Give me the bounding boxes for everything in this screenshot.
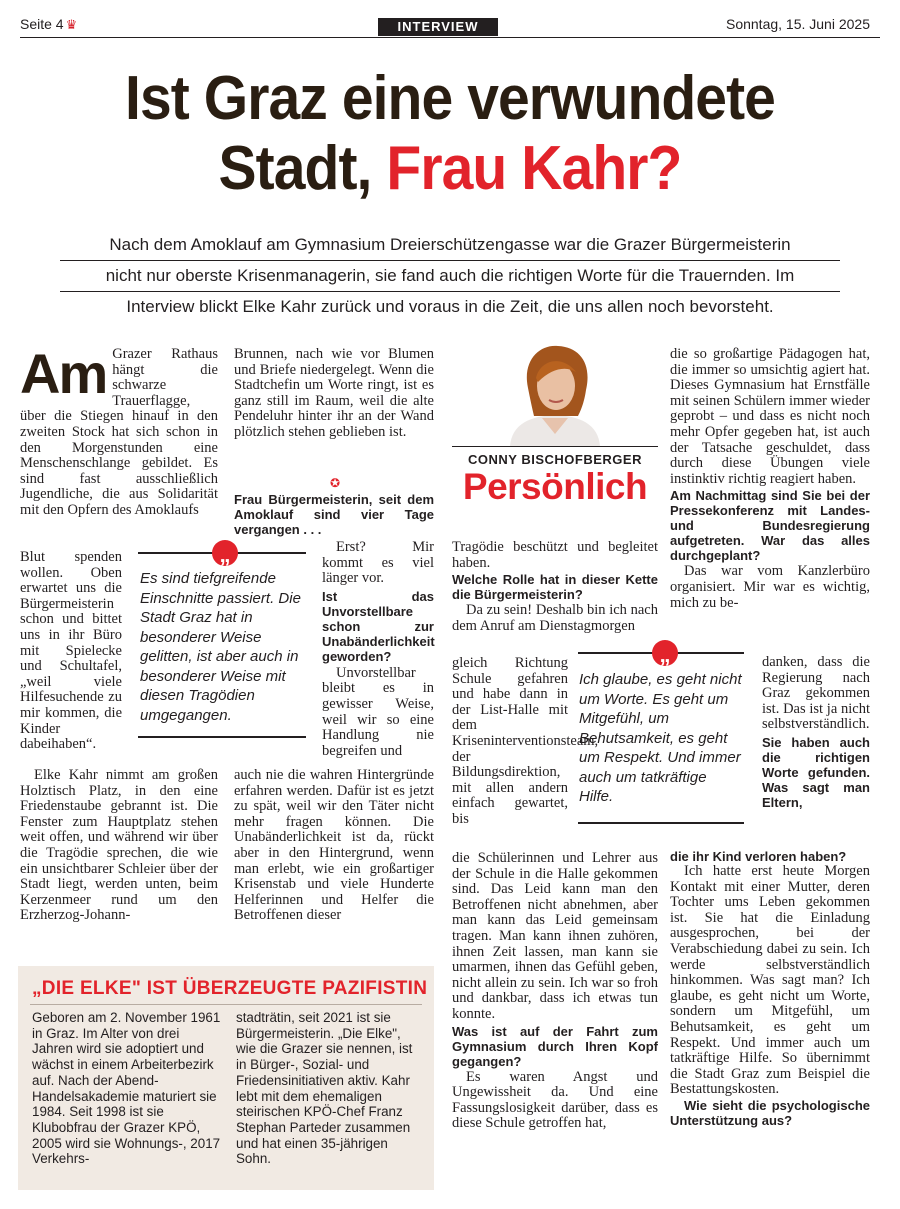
issue-date: Sonntag, 15. Juni 2025 — [725, 16, 870, 32]
answer: Es waren Angst und Ungewissheit da. Und eine Fassungslosigkeit darüber, dass es diese Schule getroffen hat, — [452, 1068, 658, 1132]
quote-icon: „ — [212, 540, 238, 566]
question: die ihr Kind verloren haben? — [670, 849, 847, 864]
pull-quote-rule — [578, 822, 744, 824]
star-icon: ✪ — [330, 476, 341, 490]
question: Am Nachmittag sind Sie bei der Pressekonferenz mit Landes- und Bundesregierung aufgetreten. War das alles durchgeplant? — [670, 488, 870, 564]
column-2-paragraph: Brunnen, nach wie vor Blumen und Briefe niedergelegt. Wenn die Stadtchefin um Worte ringt, ist es ganz still im Raum, weil die alte Pendeluhr hinter ihr an der Wand plötzlich stehen geblieben ist. — [234, 346, 434, 440]
bio-rule — [30, 1004, 422, 1005]
quote-icon: „ — [652, 640, 678, 666]
bio-title: „DIE ELKE" IST ÜBERZEUGTE PAZIFISTIN — [32, 978, 428, 999]
drop-cap: Am — [20, 342, 107, 405]
lead-paragraph — [60, 230, 840, 323]
question: Frau Bürgermeisterin, seit dem Amoklauf sind vier Tage vergangen . . . — [234, 492, 434, 537]
column-1-paragraph: Blut spenden wollen. Oben erwartet uns die Bürgermeisterin schon und bittet uns in ihr Büro mit Spielecke und Schultafel, „weil viele Hilfesuchende zu mir kommen, die Kinder dabeihaben“. — [20, 549, 122, 753]
column-1-paragraph: Trauerflagge, über die Stiegen hinauf in den zweiten Stock hat sich schon in den Morgenstunden eine Menschenschlange gebildet. Es sind fast ausschließlich Jugendliche, die aus Solidarität mit den Opfern des Amoklaufs — [20, 392, 218, 518]
answer: Das war vom Kanzlerbüro organisiert. Mir war es wichtig, mich zu be- — [670, 563, 870, 611]
column-3-paragraph: Tragödie beschützt und begleitet haben. — [452, 539, 658, 571]
answer: gleich Richtung Schule gefahren und habe dann in der List-Halle mit dem Kriseninterventionsteam, der Bildungsdirektion, mit allen andern einfach gewartet, bis — [452, 655, 599, 827]
question: Wie sieht die psychologische Unterstützung aus? — [670, 1097, 870, 1128]
section-rubric: INTERVIEW — [378, 18, 498, 36]
column-4-lower — [670, 849, 870, 1128]
column-4-paragraph: die so großartige Pädagogen hat, die immer so umsichtig agiert hat. Dieses Gymnasium hat Ernstfälle mit seinen Schülern immer wieder geprobt – und dass es nicht noch mehr Opfer gegeben hat, ist auch der Tatsache geschuldet, dass durch diese Übungen viele instinktiv richtig reagiert haben. — [670, 346, 870, 487]
question: Was ist auf der Fahrt zum Gymnasium durch Ihren Kopf gegangen? — [452, 1023, 658, 1069]
column-3 — [452, 540, 658, 634]
column-3-narrow — [452, 655, 599, 828]
pull-quote-text: Ich glaube, es geht nicht um Worte. Es geht um Mitgefühl, um Behutsamkeit, es geht um Respekt. Und immer auch um tatkräftige Hilfe. — [579, 671, 742, 805]
headline-line-2: Stadt, Frau Kahr? — [218, 134, 682, 203]
crown-icon: ♛ — [65, 17, 78, 32]
lead-line: Nach dem Amoklauf am Gymnasium Dreierschützengasse war die Grazer Bürgermeisterin — [60, 230, 840, 261]
question: Sie haben auch die richtigen Worte gefunden. Was sagt man Eltern, — [762, 734, 870, 810]
pull-quote-text: Es sind tiefgreifende Einschnitte passiert. Die Stadt Graz hat in besonderer Weise gelitten, ist aber auch in besonderer Weise mit diesen Tragödien umgegangen. — [140, 570, 301, 724]
column-1 — [20, 342, 218, 519]
column-1-lower — [20, 768, 218, 924]
header-rule — [20, 37, 880, 38]
column-1-narrow — [20, 550, 122, 753]
column-3-lower — [452, 851, 658, 1132]
pull-quote-rule — [138, 736, 306, 738]
bio-column-1: Geboren am 2. November 1961 in Graz. Im Alter von drei Jahren wird sie adoptiert und wächst in einem Arbeiterbezirk auf. Nach der Abend-Handelsakademie maturiert sie 1984. Seit 1998 ist sie Klubobfrau der Grazer KPÖ, 2005 wird sie Wohnungs-, 2017 Verkehrs- — [32, 1010, 221, 1167]
pull-quote-2 — [578, 642, 744, 828]
answer: Da zu sein! Deshalb bin ich nach dem Anruf am Dienstagmorgen — [452, 602, 658, 634]
column-1-paragraph: Elke Kahr nimmt am großen Holztisch Platz, in den eine Friedenstaube gebrannt ist. Die Fenster zum Hauptplatz stehen weit offen, und während wir über die Tragödie sprechen, die wie ein unsichtbarer Schleier über der Stadt liegt, werden unten, beim Kerzenmeer rund um den Erzherzog-Johann- — [20, 767, 218, 924]
question: Ist das Unvorstellbare schon zur Unabänderlichkeit geworden? — [322, 588, 435, 664]
byline-rule — [452, 446, 658, 447]
author-byline: CONNY BISCHOFBERGER — [468, 452, 642, 467]
author-portrait — [500, 338, 610, 446]
answer: Erst? Mir kommt es viel länger vor. — [322, 539, 434, 587]
column-2-narrow — [322, 540, 434, 759]
column-4-narrow — [762, 655, 870, 810]
headline-line-1: Ist Graz eine verwundete — [125, 64, 775, 133]
bio-column-2: stadträtin, seit 2021 ist sie Bürgermeisterin. „Die Elke", wie die Grazer sie nennen, ist in Bürger-, Sozial- und Friedensinitiativen aktiv. Kahr lebt mit dem ehemaligen steirischen KPÖ-Chef Franz Stephan Parteder zusammen und hat einen 35-jährigen Sohn. — [236, 1010, 413, 1167]
lead-line: nicht nur oberste Krisenmanagerin, sie fand auch die richtigen Worte für die Trauernden. Im — [60, 261, 840, 292]
column-2 — [234, 347, 434, 441]
answer: Unvorstellbar bleibt es in gewisser Weise, weil wir so eine Handlung nie begreifen und — [322, 664, 434, 759]
headline — [54, 64, 845, 204]
pull-quote-1 — [138, 542, 306, 742]
page-number: Seite 4 ♛ — [20, 16, 78, 32]
headline-red-part: Frau Kahr? — [386, 134, 682, 203]
column-2-paragraph: auch nie die wahren Hintergründe erfahren werden. Dafür ist es jetzt zu spät, weil wir den Täter nicht mehr fragen können. Die Unabänderlichkeit ist da, rückt aber in den Hintergrund, wenn man erlebt, wie ein großartiger Krisenstab und viele Hunderte Helferinnen und Helfer die Betroffenen dieser — [234, 767, 434, 924]
answer: Ich hatte erst heute Morgen Kontakt mit einer Mutter, deren Tochter ums Leben gekommen ist. Sie hat die Einladung ausgesprochen, bei der Verabschiedung dabei zu sein. Ich werde selbstverständlich hinkommen. Was sagt man? Ich glaube, es geht nicht um Worte, sondern um Mitgefühl, um Behutsamkeit, es geht um Respekt. Und immer auch um tatkräftige Hilfe. So übernimmt die Stadt Graz zum Beispiel die Bestattungskosten. — [670, 863, 870, 1098]
question: Welche Rolle hat in dieser Kette die Bürgermeisterin? — [452, 572, 658, 603]
column-4 — [670, 347, 870, 611]
bio-box — [18, 966, 434, 1190]
column-1-intro: Grazer Rathaus hängt die schwarze — [112, 346, 218, 394]
column-kicker: Persönlich — [462, 466, 648, 507]
answer: die Schülerinnen und Lehrer aus der Schule in die Halle gekommen sind. Das Leid kann man den Betroffenen nicht abnehmen, aber man kann das Leid gemeinsam tragen. Man kann ihnen zuhören, ihnen Zeit lassen, man kann sie umarmen, ihnen das Gefühl geben, nicht allein zu sein. Ich war so froh und dankbar, dass ich etwas tun konnte. — [452, 850, 658, 1022]
lead-line: Interview blickt Elke Kahr zurück und voraus in die Zeit, die uns allen noch bevorsteht. — [126, 297, 774, 316]
answer: danken, dass die Regierung nach Graz gekommen ist. Das ist ja nicht selbstverständlich. — [762, 654, 870, 733]
column-2-lower — [234, 768, 434, 924]
